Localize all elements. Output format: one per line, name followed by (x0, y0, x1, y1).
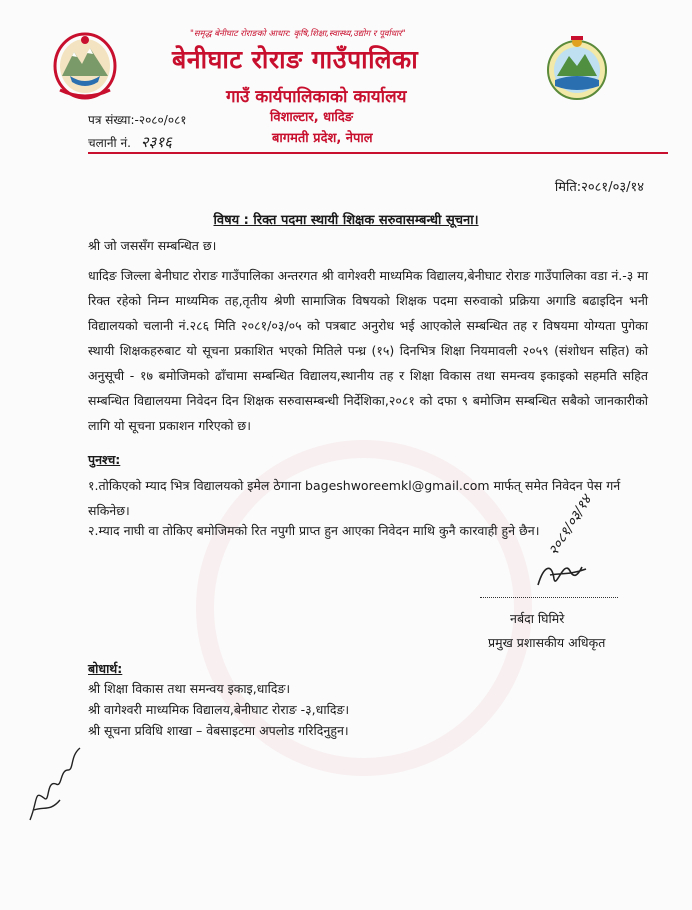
address-line-1: विशाल्टार, धादिङ (270, 110, 354, 125)
cc-item: श्री वागेश्वरी माध्यमिक विद्यालय,बेनीघाट रोराङ -३,धादिङ। (88, 702, 350, 717)
letter-date: मिति:२०८१/०३/१४ (554, 180, 644, 195)
nepal-emblem-icon (52, 30, 118, 100)
signatory-title: प्रमुख प्रशासकीय अधिकृत (488, 635, 606, 650)
letterhead-divider (88, 152, 668, 154)
reference-number: पत्र संख्या:-२०८०/०८१ (88, 113, 187, 127)
signatory-name: नर्बदा घिमिरे (510, 611, 565, 626)
cc-heading: बोधार्थ: (88, 661, 123, 676)
dispatch-number (88, 132, 172, 152)
address-line-2: बागमती प्रदेश, नेपाल (272, 131, 373, 146)
letter-body: धादिङ जिल्ला बेनीघाट रोराङ गाउँपालिका अन्तरगत श्री वागेश्वरी माध्यमिक विद्यालय,बेनीघाट रोराङ गाउँपालिका वडा नं.-३ मा रिक्त रहेको निम्न माध्यमिक तह,तृतीय श्रेणी सामाजिक विषयको शिक्षक पदमा सरुवाको प्रक्रिया अगाडि बढाइदिन भनी विद्यालयको चलानी नं.२८६ मिति २०८१/०३/०५ को पत्रबाट अनुरोध भई आएकोले सम्बन्धित तह र विषयमा योग्यता पुगेका स्थायी शिक्षकहरुबाट यो सूचना प्रकाशित भएको मितिले पन्ध्र (१५) दिनभित्र शिक्षा नियमावली २०५९ (संशोधन सहित) को अनुसूची - १७ बमोजिमको ढाँचामा सम्बन्धित विद्यालय,स्थानीय तह र शिक्षा विकास तथा समन्वय इकाइको सहमति सहित सम्बन्धित विद्यालयमा निवेदन दिन शिक्षक सरुवासम्बन्धी निर्देशिका,२०८१ को दफा ९ बमोजिम सम्बन्धित सबैको जानकारीको लागि यो सूचना प्रकाशन गरिएको छ। (88, 268, 648, 433)
letter-greeting: श्री जो जससँग सम्बन्धित छ। (88, 238, 217, 253)
cc-item: श्री शिक्षा विकास तथा समन्वय इकाइ,धादिङ। (88, 681, 291, 696)
postscript-heading: पुनश्च: (88, 452, 121, 467)
officer-signature (530, 545, 600, 600)
cc-item: श्री सूचना प्रविधि शाखा – वेबसाइटमा अपलोड गरिदिनुहुन। (88, 723, 349, 738)
organization-name: बेनीघाट रोराङ गाउँपालिका (172, 45, 419, 74)
postscript-item-1: १.तोकिएको म्याद भित्र विद्यालयको इमेल ठेगाना bageshworeemkl@gmail.com मार्फत् समेत निवेदन पेस गर्न सकिनेछ। (88, 478, 621, 518)
dispatch-number-handwritten: २३१६ (140, 133, 172, 151)
initial-signature (20, 740, 90, 830)
letter-subject: विषय : रिक्त पदमा स्थायी शिक्षक सरुवासम्बन्धी सूचना। (213, 213, 479, 228)
office-name: गाउँ कार्यपालिकाको कार्यालय (226, 87, 407, 107)
letterhead-slogan: "समृद्ध बेनीघाट रोराङको आधार: कृषि,शिक्षा,स्वास्थ्य,उद्योग र पूर्वाधार" (190, 29, 406, 39)
signature-date-handwritten: २०८१/०३/१४ (545, 492, 596, 559)
postscript-item-2: २.म्याद नाघी वा तोकिए बमोजिमको रित नपुगी प्राप्त हुन आएका निवेदन माथि कुनै कारवाही हुने छैन। (88, 523, 540, 538)
dispatch-label: चलानी नं. (88, 136, 131, 150)
municipality-logo-icon (545, 34, 609, 102)
signature-line (480, 597, 618, 598)
